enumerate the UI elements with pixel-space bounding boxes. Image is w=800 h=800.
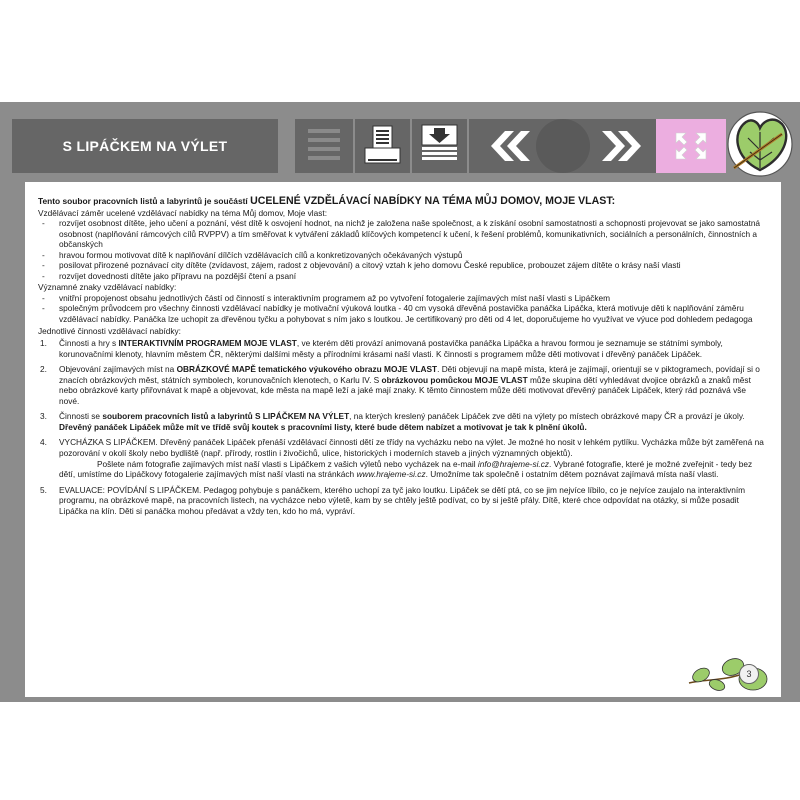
leaves-decoration xyxy=(685,653,773,693)
features-heading: Významné znaky vzdělávací nabídky: xyxy=(38,282,177,293)
activity-item xyxy=(38,437,765,479)
goal-item: - rozvíjet osobnost dítěte, jeho učení a poznání, vést dítě k osvojení hodnot, na nichž je založena naše společnost, a k získání osobní samostatnosti a schopnosti projevovat se jako samostatná osobnost (naplňování rámcových cílů RVPPV) a tím směřovat k vytváření základů klíčových kompetencí k učení, k řešení problémů, komunikativních, sociálních a personálních, činnostních a občanských xyxy=(38,218,765,250)
activity-text: soubor​em pracovních listů a labyrintů S LIPÁČKEM NA VÝLET xyxy=(102,411,350,422)
fullscreen-arrows-icon xyxy=(656,119,726,173)
activity-text: VYCHÁZKA S LIPÁČKEM. Dřevěný panáček Lipáček přenáší vzdělávací činnosti dětí ze třídy na vycházku nebo na výlet. Je možné ho nosit v lehkém pytlíku. Vycházka může být zaměřená na pozorování v okolí školy nebo bydliště (např. přírody, rostlin i živočichů, ulice, historických i moderních staveb a jiných významných objektů). xyxy=(59,437,764,459)
linden-leaf-logo xyxy=(720,110,796,178)
activity-text: EVALUACE: POVÍDÁNÍ S LIPÁČKEM. Pedagog pohybuje s panáčkem, kterého uchopí za tyč jako loutku. Lipáček se dětí ptá, co se jim nejvíce líbilo, co je nejvíce zaujalo na interaktivním programu, na obrázkové mapě, na pracovních listech, na vycházce nebo výletě, kam by se chtěly ještě podívat, co by si ještě přály. Dítě, které chce odpovídat na otázky, si může posadit Lipáčka na klín. Děti si panáčka mohou předávat a vždy ten, kdo ho má, vypráví. xyxy=(59,484,746,516)
activity-item xyxy=(38,338,765,359)
activity-text: Činnosti se xyxy=(59,411,103,422)
double-chevron-right-icon[interactable] xyxy=(602,131,641,161)
download-icon xyxy=(412,119,467,173)
circle-icon[interactable] xyxy=(536,119,590,173)
activity-link[interactable]: info@hrajeme-si.cz xyxy=(477,458,550,469)
activity-text: Činnosti a hry s xyxy=(59,338,119,349)
intro-heading xyxy=(38,196,765,207)
activity-link[interactable]: www.hrajeme-si.cz xyxy=(356,469,426,480)
activity-text: , ve kterém děti provází animovaná postavička panáčka Lipáčka a hravou formou je seznamuje se státními symboly, korunovačními klenoty, hlavním městem ČR, některými dalšími městy a přírodními krásami naší vlasti. K činnosti s programem může děti motivovat i dřevěný panáček Lipáček. xyxy=(59,338,723,359)
activities-heading: Jednotlivé činnosti vzdělávací nabídky: xyxy=(38,325,181,336)
toolbar xyxy=(0,102,800,182)
goal-heading: Vzdělávací záměr ucelené vzdělávací nabídky na téma Můj domov, Moje vlast: xyxy=(38,207,327,218)
activity-text: . Děti objevují na mapě místa, která je zajímají, orientují se v piktogramech, povídají si o znacích obrázkových měst, státních symbolech, korunovačních klenotech, o Karlu IV. S xyxy=(59,364,760,385)
activities-list xyxy=(38,338,765,516)
goal-item: - posilovat přirozené poznávací city dítěte (zvídavost, zájem, radost z objevování) a citový vztah k jeho domovu České republice, probouzet zájem dítěte o krásy naší vlasti xyxy=(38,260,765,271)
fullscreen-button[interactable] xyxy=(656,119,726,173)
activity-number: 2. xyxy=(40,364,47,375)
activity-item xyxy=(38,364,765,406)
intro-title: UCELENÉ VZDĚLÁVACÍ NABÍDKY NA TÉMA MŮJ DOMOV, MOJE VLAST: xyxy=(250,195,616,207)
activity-text: INTERAKTIVNÍM PROGRAMEM MOJE VLAST xyxy=(118,338,297,349)
document-title: S LIPÁČKEM NA VÝLET xyxy=(12,119,278,173)
activity-text: OBRÁZKOVÉ MAPĚ tematického výukového obrazu MOJE VLAST xyxy=(176,364,438,375)
goal-list xyxy=(38,218,765,281)
intro-text: Tento soubor pracovních listů a labyrintů je součástí xyxy=(38,196,251,206)
activity-text: může skupina dětí vyhledávat dvojice obrázků a znaků měst nebo obrázkové karty přiřovnávat k mapě a objevovat, kde města na mapě leží a jaké mají znaky. K těmto činnostem může děti motivovat dřevěný panáček Lipáček, který rád poznává vše nové. xyxy=(59,374,751,406)
activity-text: , na kterých kreslený panáček Lipáček zve děti na výlety po místech obrázkové mapy ČR a provází je úkoly. xyxy=(349,411,745,422)
menu-button[interactable] xyxy=(295,119,353,173)
activity-item xyxy=(38,485,765,517)
double-chevron-left-icon[interactable] xyxy=(491,131,530,161)
worksheet-page xyxy=(25,182,781,697)
activity-text: . Umožníme tak společně i ostatním dětem poznávat zajímavá místa naší vlasti. xyxy=(425,469,719,480)
feature-item: - společným průvodcem pro všechny činnosti vzdělávací nabídky je motivační výuková loutka - 40 cm vysoká dřevěná postavička panáčka Lipáčka, která motivuje děti k naplňování záměru vzdělávací nabídky. Panáčka lze uchopit za dřevěnou tyčku a pohybovat s ním jako s loutkou. Je certifikovaný pro děti od 4 let, doporučujeme ho využívat ve výuce pod dohledem pedagoga xyxy=(38,303,765,324)
download-button[interactable] xyxy=(412,119,467,173)
features-list xyxy=(38,293,765,325)
activity-text: obrázkovou pomůckou MOJE VLAST xyxy=(381,374,528,385)
activity-number: 4. xyxy=(40,437,47,448)
navigation-group xyxy=(469,119,658,173)
menu-lines-icon xyxy=(295,119,353,173)
activity-text: Objevování zajímavých míst na xyxy=(59,364,177,375)
activity-text: . Vybrané fotografie, které je možné zveřejnit - tedy bez dětí, umístíme do Lipáčkovy fotogalerie zajímavých míst naší vlasti na stránkách xyxy=(59,458,753,480)
goal-item: - hravou formou motivovat dítě k naplňování dílčích vzdělávacích cílů a konkretizovaných očekávaných výstupů xyxy=(38,250,765,261)
activity-number: 5. xyxy=(40,484,47,495)
activity-text: Dřevěný panáček Lipáček může mít ve třídě svůj koutek s pracovními listy, které bude dětem nabízet a motivovat je tak k plnění úkolů. xyxy=(59,421,587,432)
print-button[interactable] xyxy=(355,119,410,173)
goal-item: - rozvíjet dovednosti dítěte jako přípravu na pozdější čtení a psaní xyxy=(38,271,765,282)
activity-number: 1. xyxy=(40,338,47,349)
print-icon xyxy=(355,119,410,173)
feature-item: - vnitřní propojenost obsahu jednotlivých částí od činností s interaktivním programem až po vytvoření fotogalerie zajímavých míst naší vlasti s Lipáčkem xyxy=(38,293,765,304)
page-number: 3 xyxy=(739,664,759,684)
activity-item xyxy=(38,411,765,432)
presentation-frame xyxy=(0,102,800,702)
activity-text: Pošlete nám fotografie zajímavých míst naší vlasti s Lipáčkem z vašich výletů nebo vycházek na e-mail xyxy=(97,458,478,469)
activity-number: 3. xyxy=(40,411,47,422)
